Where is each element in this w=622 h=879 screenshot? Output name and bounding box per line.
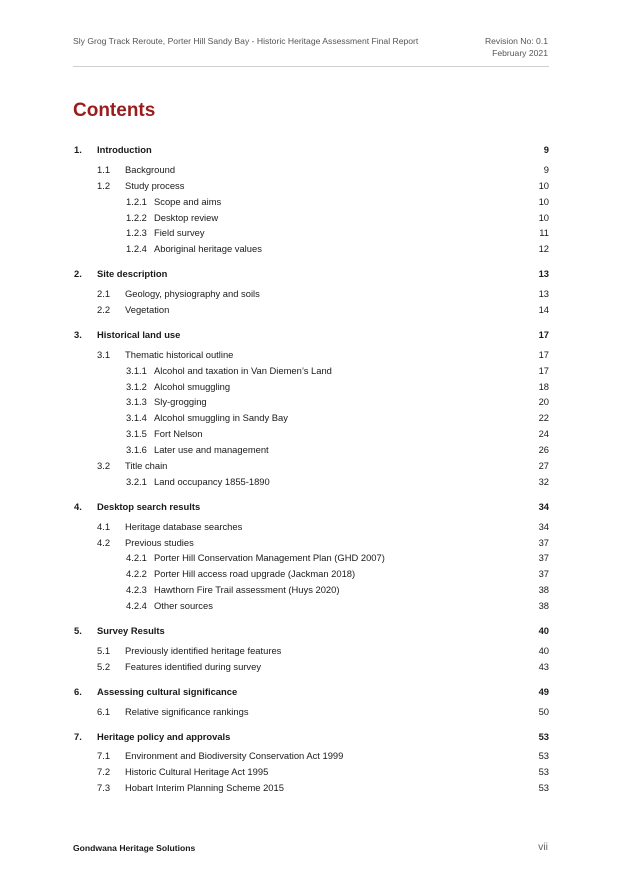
toc-entry-level-3[interactable] xyxy=(73,241,549,257)
toc-page-number: 53 xyxy=(538,766,549,778)
toc-page-number: 38 xyxy=(538,600,549,612)
toc-number: 1.2.4 xyxy=(126,243,147,255)
toc-page-number: 32 xyxy=(538,475,549,487)
toc-label: Scope and aims xyxy=(154,195,222,207)
toc-number: 5.2 xyxy=(97,660,111,672)
toc-number: 5. xyxy=(74,625,82,637)
toc-page-number: 37 xyxy=(538,536,549,548)
toc-number: 7.1 xyxy=(97,750,111,762)
toc-number: 3. xyxy=(74,328,82,340)
toc-label: Alcohol smuggling xyxy=(154,380,231,392)
toc-entry-level-1[interactable] xyxy=(73,499,549,515)
header-revision-block xyxy=(485,36,548,59)
toc-number: 1.2.2 xyxy=(126,211,147,223)
toc-label: Alcohol and taxation in Van Diemen’s Land xyxy=(154,364,332,376)
toc-page-number: 9 xyxy=(543,163,549,175)
header-date: February 2021 xyxy=(492,47,548,58)
toc-number: 7. xyxy=(74,730,82,742)
footer-page-number: vii xyxy=(538,841,548,853)
toc-entry-level-2[interactable] xyxy=(73,535,549,551)
toc-entry-level-3[interactable] xyxy=(73,598,549,614)
toc-number: 7.2 xyxy=(97,766,111,778)
toc-number: 3.2 xyxy=(97,460,111,472)
toc-page-number: 40 xyxy=(538,625,549,637)
toc-entry-level-2[interactable] xyxy=(73,780,549,796)
toc-label: Assessing cultural significance xyxy=(97,685,238,697)
toc-entry-level-3[interactable] xyxy=(73,394,549,410)
toc-label: Porter Hill Conservation Management Plan (GHD 2007) xyxy=(154,552,385,564)
toc-number: 7.3 xyxy=(97,782,111,794)
toc-page-number: 17 xyxy=(538,364,549,376)
toc-page-number: 24 xyxy=(538,428,549,440)
toc-label: Historical land use xyxy=(97,328,181,340)
toc-page-number: 11 xyxy=(539,227,549,239)
toc-entry-level-3[interactable] xyxy=(73,582,549,598)
toc-number: 4.2 xyxy=(97,536,111,548)
toc-label: Heritage policy and approvals xyxy=(97,730,231,742)
toc-page-number: 10 xyxy=(538,211,549,223)
toc-number: 2.2 xyxy=(97,304,111,316)
toc-label: Relative significance rankings xyxy=(125,705,249,717)
toc-number: 3.1.6 xyxy=(126,444,147,456)
toc-page-number: 22 xyxy=(538,412,549,424)
toc-number: 4.1 xyxy=(97,520,111,532)
toc-label: Vegetation xyxy=(125,304,170,316)
toc-page-number: 10 xyxy=(538,179,549,191)
toc-entry-level-1[interactable] xyxy=(73,266,549,282)
toc-entry-level-1[interactable] xyxy=(73,142,549,158)
toc-number: 4.2.2 xyxy=(126,568,147,580)
toc-number: 1. xyxy=(74,144,82,155)
toc-label: Title chain xyxy=(125,460,168,472)
toc-label: Sly-grogging xyxy=(154,396,207,408)
toc-page-number: 37 xyxy=(538,568,549,580)
toc-label: Background xyxy=(125,163,176,175)
toc-number: 6. xyxy=(74,685,82,697)
toc-entry-level-3[interactable] xyxy=(73,550,549,566)
toc-page-number: 10 xyxy=(538,195,549,207)
toc-number: 2. xyxy=(74,268,82,280)
toc-entry-level-2[interactable] xyxy=(73,659,549,675)
toc-label: Hobart Interim Planning Scheme 2015 xyxy=(125,782,284,794)
toc-entry-level-3[interactable] xyxy=(73,379,549,395)
toc-page-number: 53 xyxy=(538,782,549,794)
toc-page-number: 14 xyxy=(538,304,549,316)
toc-number: 3.1.4 xyxy=(126,412,147,424)
toc-number: 3.1.2 xyxy=(126,380,147,392)
toc-number: 3.1.1 xyxy=(126,364,147,376)
toc-entry-level-2[interactable] xyxy=(73,458,549,474)
toc-entry-level-1[interactable] xyxy=(73,684,549,700)
toc-label: Site description xyxy=(97,268,168,280)
toc-entry-level-2[interactable] xyxy=(73,704,549,720)
toc-number: 1.1 xyxy=(97,163,111,175)
toc-label: Land occupancy 1855-1890 xyxy=(154,475,270,487)
toc-page-number: 53 xyxy=(538,730,549,742)
toc-number: 1.2 xyxy=(97,179,111,191)
toc-number: 5.1 xyxy=(97,644,111,656)
toc-entry-level-3[interactable] xyxy=(73,363,549,379)
toc-label: Thematic historical outline xyxy=(125,348,234,360)
toc-page-number: 49 xyxy=(538,685,549,697)
toc-number: 1.2.3 xyxy=(126,227,147,239)
header-divider xyxy=(73,66,549,67)
header-revision: Revision No: 0.1 xyxy=(484,36,548,46)
toc-number: 4. xyxy=(74,500,82,512)
toc-entry-level-1[interactable] xyxy=(73,623,549,639)
footer-company: Gondwana Heritage Solutions xyxy=(73,843,196,853)
toc-page-number: 12 xyxy=(538,243,549,255)
toc-entry-level-3[interactable] xyxy=(73,225,549,241)
toc-label: Heritage database searches xyxy=(125,520,243,532)
toc-entry-level-2[interactable] xyxy=(73,162,549,178)
toc-page-number: 26 xyxy=(538,444,549,456)
toc-number: 3.1.5 xyxy=(126,428,147,440)
toc-label: Alcohol smuggling in Sandy Bay xyxy=(154,412,288,424)
toc-entry-level-2[interactable] xyxy=(73,643,549,659)
toc-label: Later use and management xyxy=(154,444,269,456)
toc-number: 2.1 xyxy=(97,288,111,300)
toc-entry-level-3[interactable] xyxy=(73,410,549,426)
toc-label: Study process xyxy=(125,179,185,191)
toc-label: Features identified during survey xyxy=(125,660,262,672)
toc-page-number: 34 xyxy=(538,500,549,512)
toc-page-number: 17 xyxy=(538,328,549,340)
toc-label: Survey Results xyxy=(97,625,165,637)
toc-page-number: 13 xyxy=(538,268,549,280)
contents-heading: Contents xyxy=(73,100,156,121)
toc-entry-level-2[interactable] xyxy=(73,286,549,302)
toc-entry-level-3[interactable] xyxy=(73,426,549,442)
table-of-contents xyxy=(73,142,549,796)
toc-page-number: 9 xyxy=(543,144,549,155)
toc-label: Porter Hill access road upgrade (Jackman 2018) xyxy=(154,568,356,580)
toc-page-number: 34 xyxy=(538,520,549,532)
toc-number: 4.2.4 xyxy=(126,600,147,612)
toc-page-number: 17 xyxy=(538,348,549,360)
toc-page-number: 38 xyxy=(538,584,549,596)
toc-entry-level-2[interactable] xyxy=(73,519,549,535)
toc-entry-level-2[interactable] xyxy=(73,347,549,363)
toc-page-number: 18 xyxy=(538,380,549,392)
toc-number: 3.2.1 xyxy=(126,475,147,487)
toc-entry-level-3[interactable] xyxy=(73,474,549,490)
toc-number: 4.2.1 xyxy=(126,552,147,564)
toc-label: Desktop review xyxy=(154,211,219,223)
toc-entry-level-1[interactable] xyxy=(73,729,549,745)
toc-label: Desktop search results xyxy=(97,500,201,512)
toc-label: Field survey xyxy=(154,227,205,239)
toc-page-number: 27 xyxy=(538,460,549,472)
toc-page-number: 53 xyxy=(538,750,549,762)
toc-number: 3.1 xyxy=(97,348,111,360)
toc-entry-level-3[interactable] xyxy=(73,566,549,582)
toc-entry-level-2[interactable] xyxy=(73,764,549,780)
header-report-title: Sly Grog Track Reroute, Porter Hill Sandy Bay - Historic Heritage Assessment Final Report xyxy=(73,36,419,46)
toc-page-number: 13 xyxy=(538,288,549,300)
toc-number: 1.2.1 xyxy=(126,195,147,207)
toc-page-number: 50 xyxy=(538,705,549,717)
toc-label: Historic Cultural Heritage Act 1995 xyxy=(125,766,269,778)
toc-entry-level-3[interactable] xyxy=(73,210,549,226)
toc-number: 6.1 xyxy=(97,705,111,717)
toc-number: 4.2.3 xyxy=(126,584,147,596)
toc-entry-level-2[interactable] xyxy=(73,302,549,318)
toc-entry-level-2[interactable] xyxy=(73,748,549,764)
toc-label: Other sources xyxy=(154,600,213,612)
toc-entry-level-3[interactable] xyxy=(73,194,549,210)
toc-label: Aboriginal heritage values xyxy=(154,243,262,255)
toc-number: 3.1.3 xyxy=(126,396,147,408)
toc-label: Geology, physiography and soils xyxy=(125,288,260,300)
toc-entry-level-1[interactable] xyxy=(73,327,549,343)
toc-label: Fort Nelson xyxy=(154,428,203,440)
toc-label: Previous studies xyxy=(125,536,194,548)
toc-page-number: 43 xyxy=(538,660,549,672)
toc-entry-level-2[interactable] xyxy=(73,178,549,194)
toc-page-number: 20 xyxy=(538,396,549,408)
toc-label: Environment and Biodiversity Conservation Act 1999 xyxy=(125,750,344,762)
toc-page-number: 37 xyxy=(538,552,549,564)
toc-entry-level-3[interactable] xyxy=(73,442,549,458)
toc-label: Hawthorn Fire Trail assessment (Huys 2020) xyxy=(154,584,340,596)
toc-label: Previously identified heritage features xyxy=(125,644,282,656)
toc-page-number: 40 xyxy=(538,644,549,656)
toc-label: Introduction xyxy=(97,144,152,155)
